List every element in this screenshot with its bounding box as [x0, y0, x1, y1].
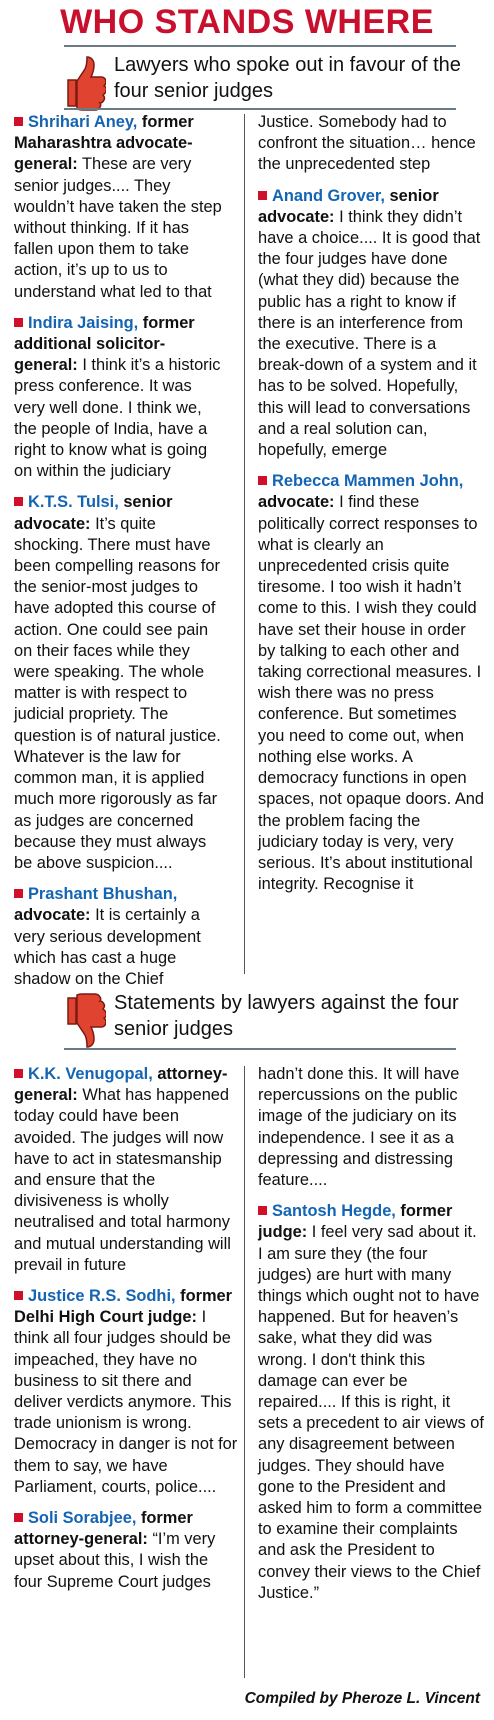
- speaker-role: former judge:: [258, 1202, 453, 1242]
- bullet-icon: [14, 318, 23, 327]
- quote-sorabjee-continued: hadn’t done this. It will have repercussions on the public image of the judiciary on its independence. I see it as a depressing and distressing feature....: [258, 1065, 460, 1190]
- speaker-role: former additional solicitor-general:: [14, 313, 195, 375]
- quote-bhushan-continued: Justice. Somebody had to confront the situation… hence the unprecedented step: [258, 113, 476, 174]
- quote-sodhi: [14, 1286, 238, 1498]
- quote-jaising: [14, 313, 226, 483]
- against-left-column: [14, 1064, 238, 1603]
- quote-text: I think all four judges should be impeached, they have no business to sit there and deliver verdicts anymore. This trade unionism is wrong. Democracy in danger is not for them to say, we have Parliament, courts, police....: [14, 1308, 238, 1496]
- quote-john: [258, 471, 484, 895]
- quote-aney: [14, 112, 226, 303]
- thumbs-down-icon: [62, 992, 106, 1050]
- column-divider: [244, 1066, 245, 1678]
- speaker-name: Indira Jaising,: [28, 313, 139, 332]
- speaker-name: Soli Sorabjee,: [28, 1509, 137, 1528]
- quote-text: It is certainly a very serious development which has cast a huge shadow on the Chief: [14, 906, 201, 988]
- speaker-name: Anand Grover,: [272, 186, 385, 205]
- thumbs-up-icon: [62, 54, 106, 112]
- speaker-role: former Delhi High Court judge:: [14, 1287, 233, 1327]
- speaker-role: attorney-general:: [14, 1065, 228, 1105]
- support-rule: [64, 108, 456, 110]
- quote-sorabjee: [14, 1508, 238, 1593]
- speaker-name: Prashant Bhushan,: [28, 885, 178, 904]
- speaker-role: senior advocate:: [14, 493, 173, 533]
- speaker-name: Santosh Hegde,: [272, 1202, 396, 1221]
- speaker-name: Rebecca Mammen John,: [272, 472, 464, 491]
- quote-text: I think it’s a historic press conference. It was very well done. I think we, the people of India, have a right to know what is going on within the judiciary: [14, 356, 221, 481]
- quote-hegde: [258, 1201, 484, 1604]
- bullet-icon: [14, 889, 23, 898]
- speaker-role: former Maharashtra advocate-general:: [14, 113, 194, 174]
- bullet-icon: [258, 476, 267, 485]
- against-rule: [64, 1048, 456, 1050]
- speaker-name: K.T.S. Tulsi,: [28, 493, 119, 512]
- support-heading-text: Lawyers who spoke out in favour of the four senior judges: [114, 54, 461, 102]
- bullet-icon: [14, 1291, 23, 1300]
- quote-text: These are very senior judges.... They wouldn’t have taken the step without thinking. If it has fallen upon them to take action, it’s up to us to understand what led to that: [14, 155, 222, 301]
- bullet-icon: [258, 191, 267, 200]
- support-left-column: [14, 112, 226, 1000]
- speaker-role: advocate:: [14, 906, 91, 925]
- quote-grover: [258, 186, 484, 462]
- page-title: WHO STANDS WHERE: [60, 3, 434, 41]
- against-right-column: [258, 1064, 484, 1614]
- quote-bhushan: [14, 884, 226, 990]
- support-right-column: [258, 112, 484, 905]
- quote-venugopal: [14, 1064, 238, 1276]
- bullet-icon: [258, 1206, 267, 1215]
- speaker-role: former attorney-general:: [14, 1509, 193, 1549]
- speaker-role: senior advocate:: [258, 186, 439, 226]
- speaker-name: Justice R.S. Sodhi,: [28, 1287, 176, 1306]
- against-heading-text: Statements by lawyers against the four senior judges: [114, 992, 459, 1040]
- quote-text: “I’m very upset about this, I wish the four Supreme Court judges: [14, 1530, 216, 1591]
- speaker-name: Shrihari Aney,: [28, 113, 138, 131]
- quote-text: I think they didn’t have a choice.... It is good that the four judges have done (what they did) because the public has a right to know if there is an interference from the executive. There is a break-down of a system and it has to be solved. Hopefully, this will lead to conversations and a real solution can, hopefully, emerge: [258, 207, 481, 460]
- column-divider: [244, 114, 245, 974]
- bullet-icon: [14, 117, 23, 126]
- title-rule: [64, 45, 456, 47]
- support-heading: [62, 52, 482, 116]
- quote-text: I feel very sad about it. I am sure they (the four judges) are hurt with many things which ought not to have happened. But for heaven’s sake, what they did was wrong. I don't think this damage can ever be repaired.... If this is right, it sets a precedent to air views of any disagreement between judges. They should have gone to the President and asked him to form a committee to examine their complaints and ask the President to convey their views to the Chief Justice.”: [258, 1223, 484, 1602]
- quote-text: What has happened today could have been avoided. The judges will now have to act in statesmanship and ensure that the divisiveness is wholly neutralised and total harmony and mutual understanding will prevail in future: [14, 1086, 231, 1274]
- against-heading: [62, 990, 482, 1054]
- speaker-name: K.K. Venugopal,: [28, 1065, 153, 1083]
- bullet-icon: [14, 1513, 23, 1522]
- credit-line: Compiled by Pheroze L. Vincent: [244, 1690, 480, 1707]
- bullet-icon: [14, 1069, 23, 1078]
- quote-tulsi: [14, 492, 226, 874]
- quote-text: I find these politically correct responses to what is clearly an unprecedented crisis quite tiresome. I too wish it hadn’t come to this. I wish they could have set their house in order by talking to each other and taking correctional measures. I wish there was no press conference. But sometimes you need to come out, when nothing else works. A democracy functions in open spaces, not opaque doors. And the problem facing the judiciary today is very, very serious. It’s about institutional integrity. Recognise it: [258, 493, 484, 894]
- speaker-role: advocate:: [258, 493, 335, 512]
- quote-text: It’s quite shocking. There must have been compelling reasons for the senior-most judges to have adopted this course of action. One could see pain on their faces while they were speaking. The whole matter is with respect to judicial propriety. The question is of natural justice. Whatever is the law for common man, it is applied much more rigorously as far as judges are concerned because they must always be above suspicion....: [14, 514, 221, 872]
- bullet-icon: [14, 497, 23, 506]
